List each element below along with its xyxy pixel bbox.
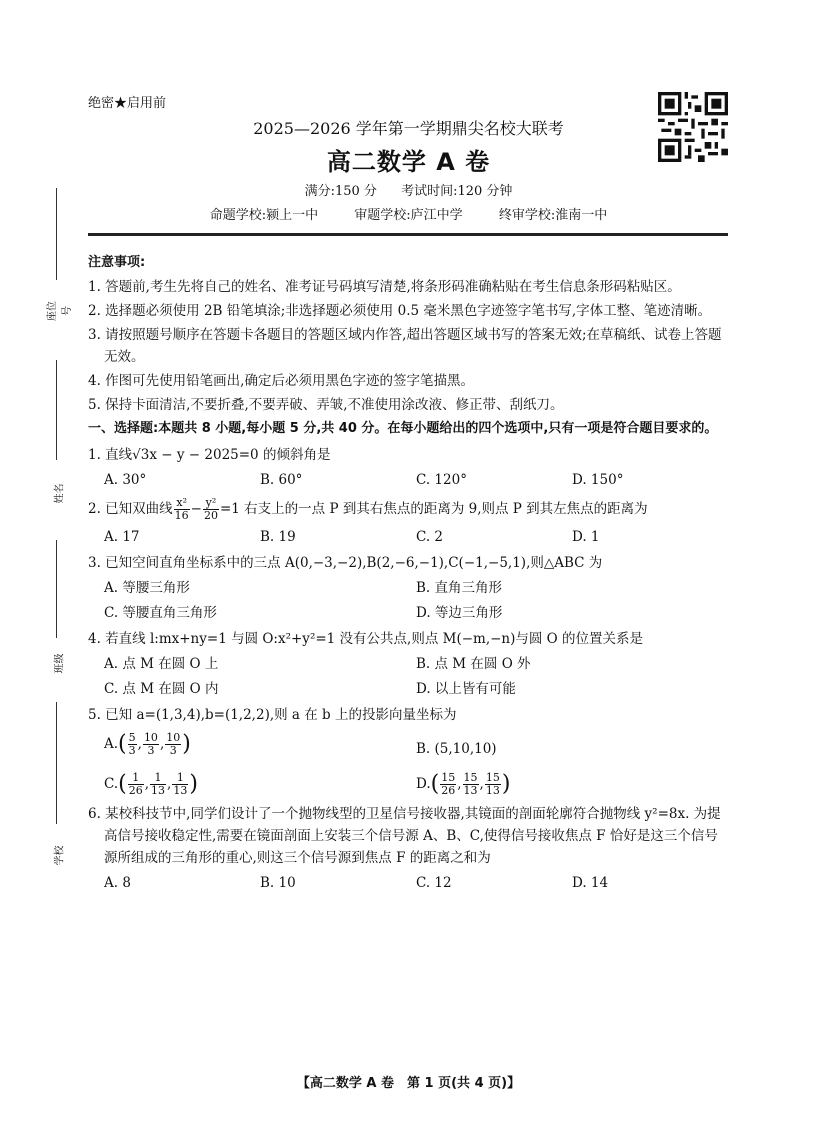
option-c: C.( $\frac{1}{26}$ , $\frac{1}{13}$ , $\frac{1}{13}$ ) (104, 771, 198, 797)
fraction: $\frac{10}{3}$ (166, 731, 181, 757)
fraction: $\frac{15}{13}$ (485, 771, 500, 797)
option-a: A. 点 M 在圆 O 上 (104, 656, 219, 672)
exam-content (88, 252, 730, 897)
option-d: D. 1 (572, 529, 600, 545)
question-6: 6. 某校科技节中,同学们设计了一个抛物线型的卫星信号接收器,其镜面的剖面轮廓符合抛物线 y²=8x. 为提高信号接收稳定性,需要在镜面剖面上安装三个信号源 A、B、C,使得信号接收焦点 F 恰好是这三个信号源所组成的三角形的重心,则这三个信号源到焦点 F 的距离之和为 (88, 806, 721, 866)
notice-title: 注意事项: (88, 255, 146, 270)
qr-code-icon (658, 92, 728, 162)
fraction: $\frac{15}{26}$ (441, 771, 456, 797)
side-line (56, 188, 57, 280)
option-d: D. 以上皆有可能 (416, 681, 516, 697)
notice-item: 4. 作图可先使用铅笔画出,确定后必须用黑色字迹的签字笔描黑。 (88, 373, 474, 389)
section-heading: 一、选择题:本题共 8 小题,每小题 5 分,共 40 分。在每小题给出的四个选项中,只有一项是符合题目要求的。 (88, 421, 718, 436)
side-line (56, 540, 57, 638)
question-2-options (88, 526, 730, 548)
fraction: $\frac{1}{13}$ (151, 771, 166, 797)
side-line (56, 360, 57, 460)
fraction: $\frac{5}{3}$ (128, 731, 136, 757)
option-c: C. 12 (416, 875, 452, 891)
paper-title: 高二数学 A 卷 (326, 148, 491, 176)
question-4-options (88, 653, 730, 675)
notice-item: 3. 请按照题号顺序在答题卡各题目的答题区域内作答,超出答题区域书写的答案无效;在草稿纸、试卷上答题无效。 (88, 327, 722, 365)
option-c: C. 点 M 在圆 O 内 (104, 681, 219, 697)
side-label-class: 班级 (54, 653, 66, 674)
option-a: A. 30° (104, 472, 147, 488)
notice-item: 2. 选择题必须使用 2B 铅笔填涂;非选择题必须使用 0.5 毫米黑色字迹签字笔书写,字体工整、笔迹清晰。 (88, 303, 712, 319)
fraction: $\frac{1}{13}$ (173, 771, 188, 797)
option-b: B. 点 M 在圆 O 外 (416, 656, 531, 672)
option-c: C. 等腰直角三角形 (104, 605, 217, 621)
question-4-options (88, 678, 730, 700)
header-divider (88, 233, 728, 236)
exam-meta (0, 180, 817, 199)
question-5-options (88, 772, 730, 797)
question-3-options (88, 577, 730, 599)
question-1: 1. 直线√3x − y − 2025=0 的倾斜角是 (88, 447, 331, 463)
question-5: 5. 已知 a=(1,3,4),b=(1,2,2),则 a 在 b 上的投影向量坐标为 (88, 707, 457, 723)
option-c: C. 120° (416, 472, 467, 488)
question-2-text: =1 右支上的一点 P 到其右焦点的距离为 9,则点 P 到其左焦点的距离为 (219, 501, 648, 517)
side-line (56, 702, 57, 824)
school-info (0, 204, 817, 223)
question-3-options (88, 602, 730, 624)
exam-time: 考试时间:120 分钟 (401, 184, 513, 199)
option-b: B. 60° (260, 472, 303, 488)
question-4: 4. 若直线 l:mx+ny=1 与圆 O:x²+y²=1 没有公共点,则点 M(−m,−n)与圆 O 的位置关系是 (88, 631, 644, 647)
option-d: D. 150° (572, 472, 624, 488)
notice-item: 1. 答题前,考生先将自己的姓名、准考证号码填写清楚,将条形码准确粘贴在考生信息条形码粘贴区。 (88, 279, 681, 295)
question-6-options (88, 872, 730, 894)
exam-title: 2025—2026 学年第一学期鼎尖名校大联考 (253, 119, 564, 138)
proposing-school: 命题学校:颍上一中 (209, 208, 319, 223)
question-1-options (88, 469, 730, 491)
option-a: A. 17 (104, 529, 140, 545)
option-b: B. 直角三角形 (416, 580, 503, 596)
question-2-prefix: 2. 已知双曲线 (88, 501, 173, 517)
option-b: B. 19 (260, 529, 296, 545)
full-score: 满分:150 分 (304, 184, 377, 199)
fraction: $\frac{15}{13}$ (463, 771, 478, 797)
option-c: C. 2 (416, 529, 444, 545)
question-3: 3. 已知空间直角坐标系中的三点 A(0,−3,−2),B(2,−6,−1),C(−1,−5,1),则△ABC 为 (88, 555, 603, 571)
question-2: 2. 已知双曲线 $\frac{\text{x²}}{16}$ − $\frac{\text{y²}}{20}$ =1 右支上的一点 P 到其右焦点的距离为 9,则点 P 到其左焦点的距离为 (88, 496, 648, 522)
fraction: $\frac{1}{26}$ (128, 771, 143, 797)
notice-item: 5. 保持卡面清洁,不要折叠,不要弄破、弄皱,不准使用涂改液、修正带、刮纸刀。 (88, 397, 564, 413)
fraction: $\frac{\text{x²}}{16}$ (174, 496, 189, 522)
side-label-school: 学校 (54, 845, 66, 866)
confidential-label: 绝密★启用前 (88, 96, 167, 111)
option-d: D. 14 (572, 875, 609, 891)
option-d: D.( $\frac{15}{26}$ , $\frac{15}{13}$ , $\frac{15}{13}$ ) (416, 771, 511, 797)
option-b: B. 10 (260, 875, 296, 891)
question-5-options (88, 732, 730, 766)
option-a: A. 8 (104, 875, 131, 891)
option-b: B. (5,10,10) (416, 741, 497, 757)
page-footer: 【高二数学 A 卷 第 1 页(共 4 页)】 (296, 1076, 521, 1091)
side-label-name: 姓名 (54, 483, 66, 504)
fraction: $\frac{10}{3}$ (143, 731, 158, 757)
reviewing-school: 审题学校:庐江中学 (354, 208, 463, 223)
option-a: A.( $\frac{5}{3}$ , $\frac{10}{3}$ , $\frac{10}{3}$ ) (104, 731, 191, 757)
fraction: $\frac{\text{y²}}{20}$ (203, 496, 218, 522)
final-review-school: 终审学校:淮南一中 (498, 208, 608, 223)
option-d: D. 等边三角形 (416, 605, 503, 621)
side-label-seat: 座位号 (47, 301, 73, 321)
option-a: A. 等腰三角形 (104, 580, 190, 596)
